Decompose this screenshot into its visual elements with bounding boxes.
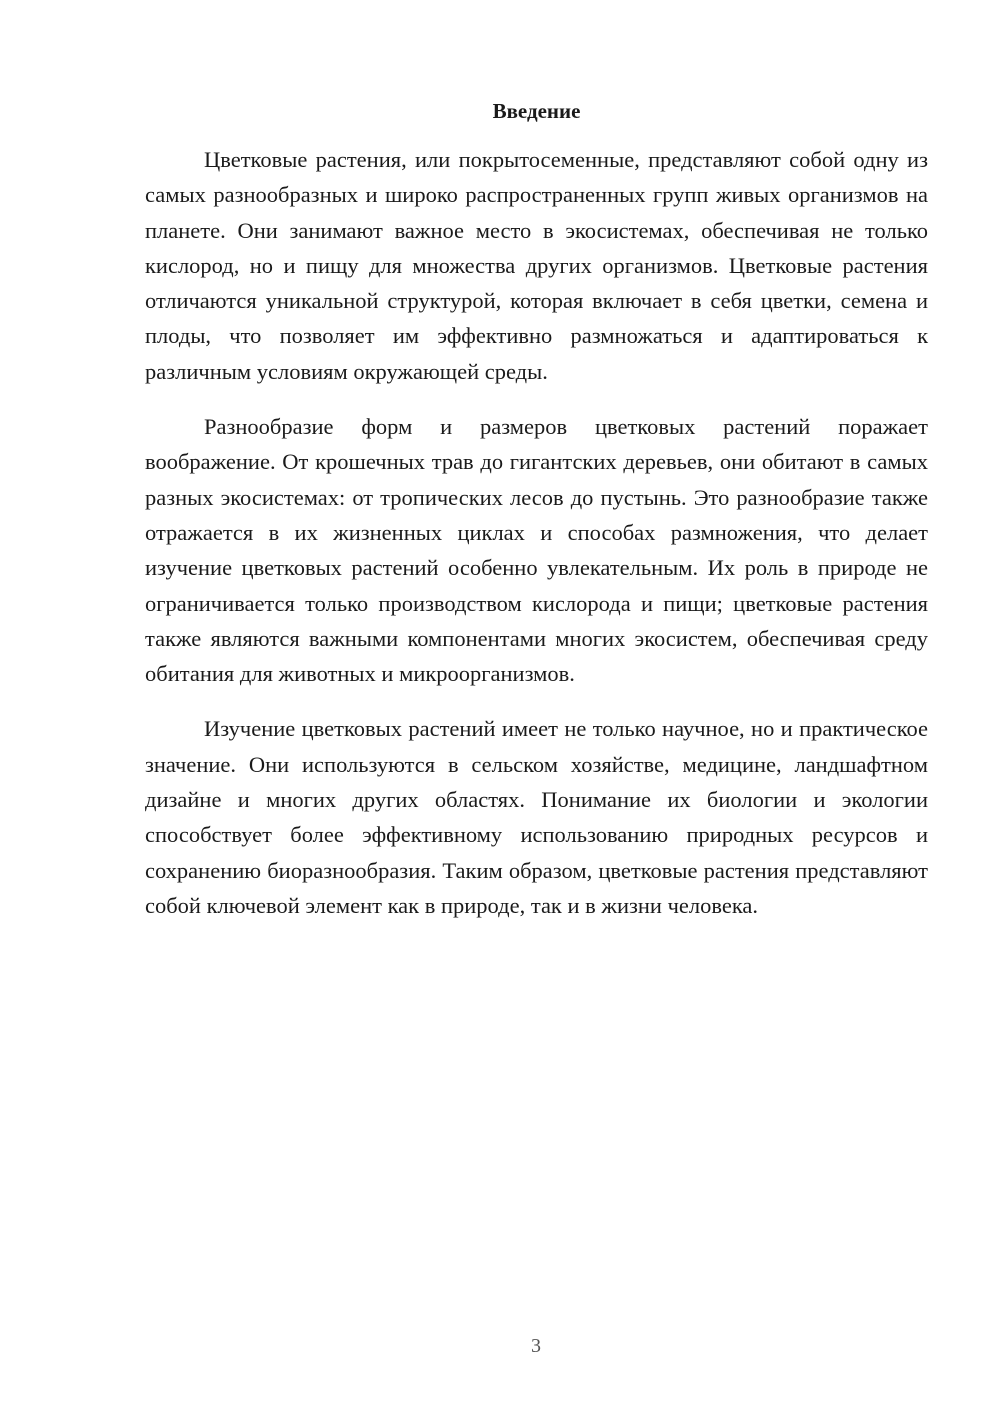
document-body (145, 142, 928, 943)
paragraph-2: Разнообразие форм и размеров цветковых растений поражает воображение. От крошечных трав до гигантских деревьев, они обитают в самых разных экосистемах: от тропических лесов до пустынь. Это разнообразие также отражается в их жизненных циклах и способах размножения, что делает изучение цветковых растений особенно увлекательным. Их роль в природе не ограничивается только производством кислорода и пищи; цветковые растения также являются важными компонентами многих экосистем, обеспечивая среду обитания для животных и микроорганизмов. (145, 414, 928, 687)
paragraph-3: Изучение цветковых растений имеет не только научное, но и практическое значение. Они используются в сельском хозяйстве, медицине, ландшафтном дизайне и многих других областях. Понимание их биологии и экологии способствует более эффективному использованию природных ресурсов и сохранению биоразнообразия. Таким образом, цветковые растения представляют собой ключевой элемент как в природе, так и в жизни человека. (145, 716, 928, 918)
paragraph-1: Цветковые растения, или покрытосеменные, представляют собой одну из самых разнообразных и широко распространенных групп живых организмов на планете. Они занимают важное место в экосистемах, обеспечивая не только кислород, но и пищу для множества других организмов. Цветковые растения отличаются уникальной структурой, которая включает в себя цветки, семена и плоды, что позволяет им эффективно размножаться и адаптироваться к различным условиям окружающей среды. (145, 147, 928, 384)
section-heading: Введение (492, 99, 581, 123)
page-number: 3 (531, 1335, 541, 1357)
